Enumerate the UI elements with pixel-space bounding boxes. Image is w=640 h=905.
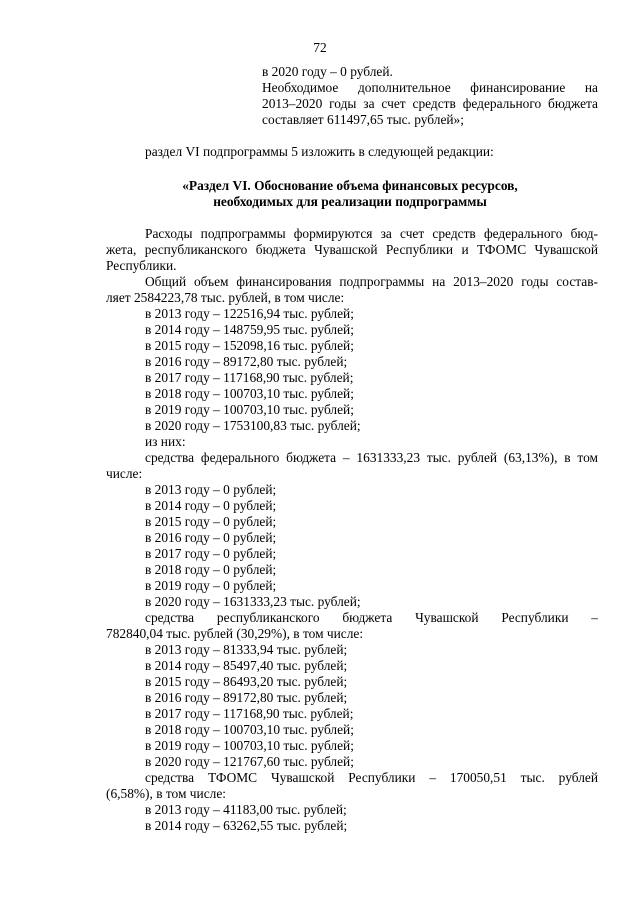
tfoms-line-2: (6,58%), в том числе: — [106, 786, 226, 801]
total-year-item: в 2017 году – 117168,90 тыс. рублей; — [145, 370, 354, 385]
intro-line-3: 2013–2020 годы за счет средств федерального бюджета — [262, 96, 598, 111]
para1-line-2: жета, республиканского бюджета Чувашской Республики и ТФОМС Чувашской — [106, 242, 598, 257]
intro-line-4: составляет 611497,65 тыс. рублей»; — [262, 112, 464, 127]
federal-line-2: числе: — [106, 466, 143, 481]
republican-year-item: в 2015 году – 86493,20 тыс. рублей; — [145, 674, 348, 689]
para1-line-3: Республики. — [106, 258, 177, 273]
page-number: 72 — [313, 40, 327, 55]
tfoms-year-item: в 2013 году – 41183,00 тыс. рублей; — [145, 802, 347, 817]
federal-year-item: в 2018 году – 0 рублей; — [145, 562, 277, 577]
of-them-label: из них: — [145, 434, 186, 449]
republican-line-2: 782840,04 тыс. рублей (30,29%), в том числе: — [106, 626, 364, 641]
total-year-item: в 2016 году – 89172,80 тыс. рублей; — [145, 354, 348, 369]
republican-year-item: в 2017 году – 117168,90 тыс. рублей; — [145, 706, 354, 721]
republican-line-1: средства республиканского бюджета Чувашской Республики – — [145, 610, 598, 625]
total-year-item: в 2014 году – 148759,95 тыс. рублей; — [145, 322, 354, 337]
republican-year-item: в 2018 году – 100703,10 тыс. рублей; — [145, 722, 354, 737]
section-heading-line-2: необходимых для реализации подпрограммы — [213, 194, 487, 209]
federal-year-item: в 2015 году – 0 рублей; — [145, 514, 277, 529]
para1-line-1: Расходы подпрограммы формируются за счет средств федерального бюд- — [145, 226, 598, 241]
intro-line-2: Необходимое дополнительное финансирование на — [262, 80, 598, 95]
tfoms-line-1: средства ТФОМС Чувашской Республики – 170050,51 тыс. рублей — [145, 770, 598, 785]
instruction-text: раздел VI подпрограммы 5 изложить в следующей редакции: — [145, 144, 494, 159]
republican-year-item: в 2020 году – 121767,60 тыс. рублей; — [145, 754, 354, 769]
federal-line-1: средства федерального бюджета – 1631333,23 тыс. рублей (63,13%), в том — [145, 450, 598, 465]
federal-year-item: в 2016 году – 0 рублей; — [145, 530, 277, 545]
para2-line-2: ляет 2584223,78 тыс. рублей, в том числе: — [106, 290, 345, 305]
section-heading-line-1: «Раздел VI. Обоснование объема финансовых ресурсов, — [182, 178, 518, 193]
federal-year-item: в 2014 году – 0 рублей; — [145, 498, 277, 513]
federal-year-item: в 2013 году – 0 рублей; — [145, 482, 277, 497]
republican-year-item: в 2019 году – 100703,10 тыс. рублей; — [145, 738, 354, 753]
republican-year-item: в 2013 году – 81333,94 тыс. рублей; — [145, 642, 348, 657]
para2-line-1: Общий объем финансирования подпрограммы на 2013–2020 годы состав- — [145, 274, 598, 289]
total-year-item: в 2019 году – 100703,10 тыс. рублей; — [145, 402, 354, 417]
total-year-item: в 2013 году – 122516,94 тыс. рублей; — [145, 306, 354, 321]
federal-year-item: в 2017 году – 0 рублей; — [145, 546, 277, 561]
tfoms-year-item: в 2014 году – 63262,55 тыс. рублей; — [145, 818, 348, 833]
intro-line-1: в 2020 году – 0 рублей. — [262, 64, 393, 79]
total-year-item: в 2020 году – 1753100,83 тыс. рублей; — [145, 418, 361, 433]
republican-year-item: в 2014 году – 85497,40 тыс. рублей; — [145, 658, 348, 673]
federal-year-item: в 2020 году – 1631333,23 тыс. рублей; — [145, 594, 361, 609]
federal-year-item: в 2019 году – 0 рублей; — [145, 578, 277, 593]
total-year-item: в 2015 году – 152098,16 тыс. рублей; — [145, 338, 354, 353]
total-year-item: в 2018 году – 100703,10 тыс. рублей; — [145, 386, 354, 401]
republican-year-item: в 2016 году – 89172,80 тыс. рублей; — [145, 690, 348, 705]
